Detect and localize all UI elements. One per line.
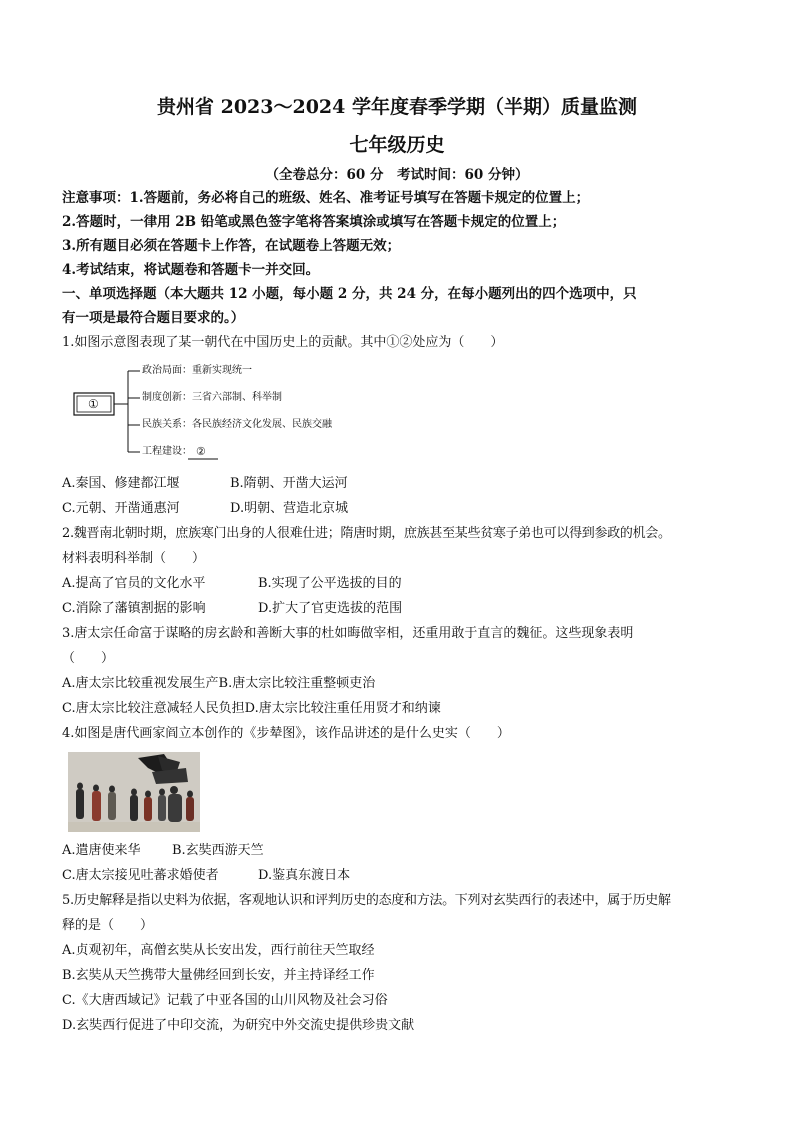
diagram-item: 制度创新：三省六部制、科举制 [142,392,282,403]
question-stem: （ ） [62,651,115,666]
exam-meta: （全卷总分：60 分 考试时间：60 分钟） [265,167,529,183]
option-b[interactable]: B.玄奘从天竺携带大量佛经回到长安，并主持译经工作 [62,968,375,983]
note-line: 4.考试结束，将试题卷和答题卡一并交回。 [62,262,320,278]
question-stem: 2.魏晋南北朝时期，庶族寒门出身的人很难仕进；隋唐时期，庶族甚至某些贫寒子弟也可以得到参政的机会。 [62,526,671,541]
q1-diagram [70,359,370,467]
diagram-item: 工程建设： [142,446,192,457]
options-row [62,571,732,596]
question-5 [62,888,732,1038]
option-a[interactable]: A.提高了官员的文化水平 [62,576,206,591]
diagram-item: 政治局面：重新实现统一 [142,365,252,376]
options-row [62,863,732,888]
option-b[interactable]: B.玄奘西游天竺 [172,843,264,858]
note-line: 3.所有题目必须在答题卡上作答，在试题卷上答题无效； [62,238,401,254]
option-a[interactable]: A.遣唐使来华 [62,843,141,858]
question-stem: 释的是（ ） [62,918,154,933]
options-row [62,471,732,496]
option-b[interactable]: B.唐太宗比较注重整顿吏治 [218,676,376,691]
question-3 [62,621,732,721]
diagram-blank: ② [196,445,206,458]
question-stem: 1.如图示意图表现了某一朝代在中国历史上的贡献。其中①②处应为（ ） [62,335,504,350]
option-d[interactable]: D.唐太宗比较注重任用贤才和纳谏 [244,701,441,716]
exam-subtitle: 七年级历史 [349,134,445,156]
option-d[interactable]: D.鉴真东渡日本 [258,868,351,883]
option-c[interactable]: C.唐太宗比较注意减轻人民负担 [62,701,245,716]
painting-illustration [68,752,200,832]
question-stem: 4.如图是唐代画家阎立本创作的《步辇图》，该作品讲述的是什么史实（ ） [62,726,510,741]
options-row [62,671,732,696]
option-c[interactable]: C.《大唐西域记》记载了中亚各国的山川风物及社会习俗 [62,993,388,1008]
exam-page [62,92,732,1038]
notes-block [62,186,732,282]
option-b[interactable]: B.实现了公平选拔的目的 [258,576,402,591]
section-heading [62,282,732,330]
options-row [62,496,732,521]
option-d[interactable]: D.明朝、营造北京城 [230,501,349,516]
question-stem: 3.唐太宗任命富于谋略的房玄龄和善断大事的杜如晦做宰相，还重用敢于直言的魏征。这些现象表明 [62,626,634,641]
question-4 [62,721,732,888]
option-b[interactable]: B.隋朝、开凿大运河 [230,476,348,491]
options-row [62,596,732,621]
option-d[interactable]: D.玄奘西行促进了中印交流，为研究中外交流史提供珍贵文献 [62,1018,415,1033]
note-line: 注意事项：1.答题前，务必将自己的班级、姓名、准考证号填写在答题卡规定的位置上； [62,190,590,206]
section-heading-line: 一、单项选择题（本大题共 12 小题，每小题 2 分，共 24 分，在每小题列出的四个选项中，只 [62,286,637,302]
note-line: 2.答题时，一律用 2B 铅笔或黑色签字笔将答案填涂或填写在答题卡规定的位置上； [62,214,566,230]
question-1 [62,330,732,521]
question-stem: 材料表明科举制（ ） [62,551,206,566]
painting-image [68,752,200,832]
option-a[interactable]: A.秦国、修建都江堰 [62,476,180,491]
section-heading-line: 有一项是最符合题目要求的。） [62,310,245,326]
question-2 [62,521,732,621]
diagram-item: 民族关系：各民族经济文化发展、民族交融 [142,419,332,430]
option-c[interactable]: C.元朝、开凿通惠河 [62,501,180,516]
options-row [62,838,732,863]
options-row [62,696,732,721]
question-stem: 5.历史解释是指以史料为依据，客观地认识和评判历史的态度和方法。下列对玄奘西行的表述中，属于历史解 [62,893,671,908]
option-d[interactable]: D.扩大了官吏选拔的范围 [258,601,403,616]
option-c[interactable]: C.消除了藩镇割据的影响 [62,601,206,616]
exam-title: 贵州省 2023～2024 学年度春季学期（半期）质量监测 [157,96,637,118]
option-a[interactable]: A.唐太宗比较重视发展生产 [62,676,219,691]
option-a[interactable]: A.贞观初年，高僧玄奘从长安出发，西行前往天竺取经 [62,943,375,958]
option-c[interactable]: C.唐太宗接见吐蕃求婚使者 [62,868,219,883]
diagram-box-label: ① [88,397,99,411]
